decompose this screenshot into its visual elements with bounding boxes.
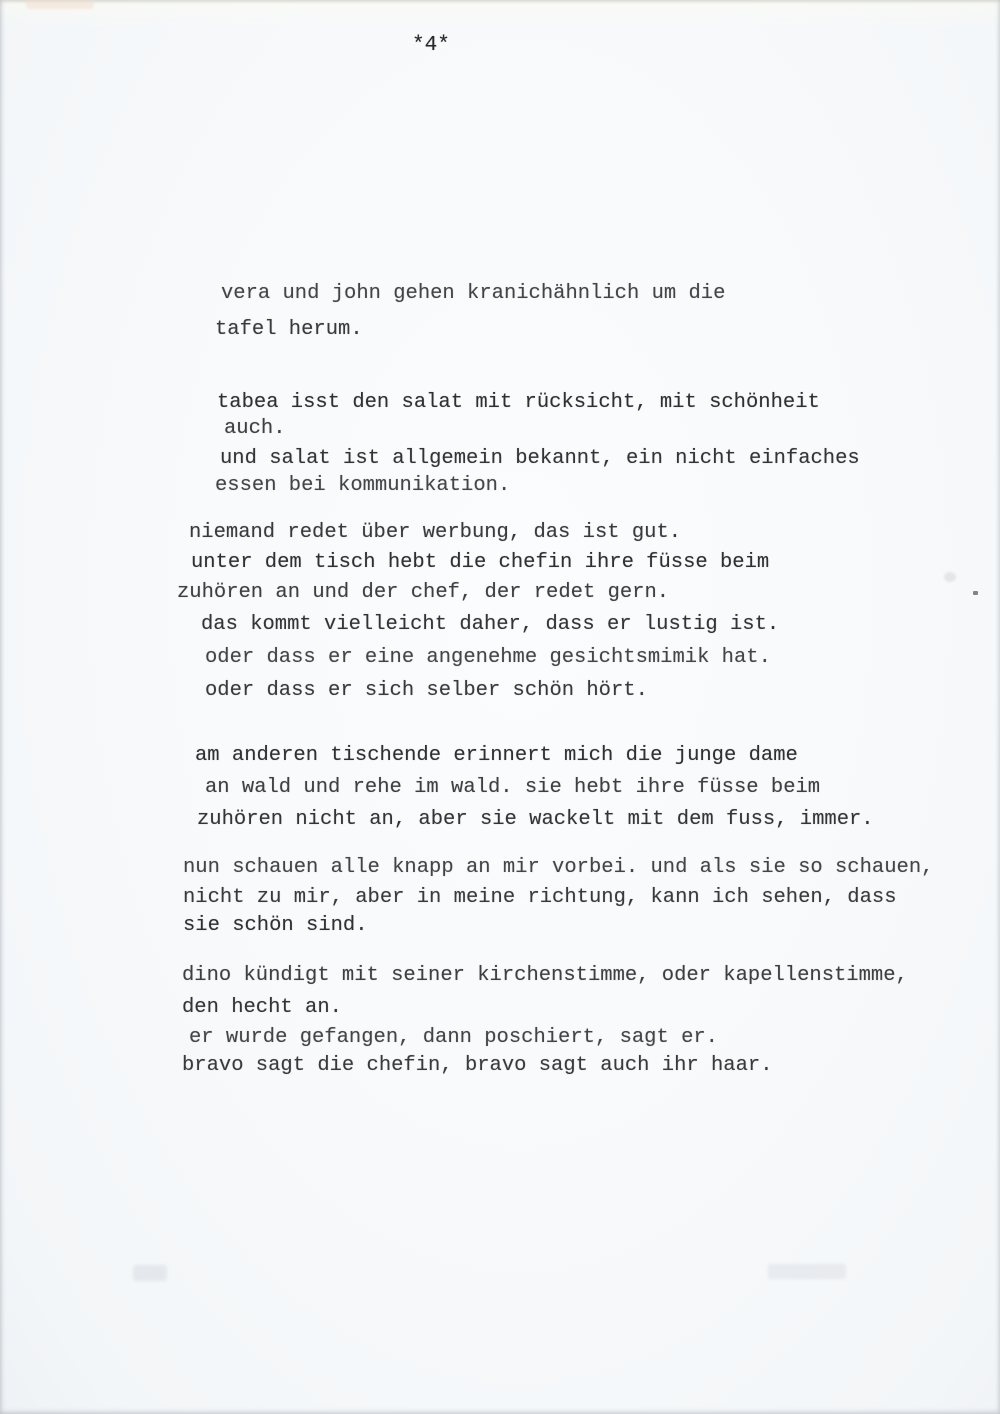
poem-line: bravo sagt die chefin, bravo sagt auch ihr haar. <box>182 1054 773 1077</box>
poem-line: nun schauen alle knapp an mir vorbei. und als sie so schauen, <box>183 856 934 879</box>
poem-line: zuhören an und der chef, der redet gern. <box>177 581 670 604</box>
scan-artifact-right-smudge <box>944 572 956 582</box>
scan-artifact-top-smudge <box>26 0 94 9</box>
poem-line: dino kündigt mit seiner kirchenstimme, oder kapellenstimme, <box>182 964 908 987</box>
poem-line: essen bei kommunikation. <box>215 474 511 497</box>
poem-line: tafel herum. <box>215 318 363 341</box>
poem-line: er wurde gefangen, dann poschiert, sagt er. <box>189 1026 718 1049</box>
poem-line: und salat ist allgemein bekannt, ein nicht einfaches <box>220 447 860 470</box>
poem-line: auch. <box>224 417 286 440</box>
poem-line: sie schön sind. <box>183 914 368 937</box>
poem-line: oder dass er eine angenehme gesichtsmimik hat. <box>205 646 771 669</box>
poem-line: den hecht an. <box>182 996 342 1019</box>
poem-line: unter dem tisch hebt die chefin ihre füsse beim <box>191 551 770 574</box>
poem-line: oder dass er sich selber schön hört. <box>205 679 648 702</box>
poem-line: an wald und rehe im wald. sie hebt ihre füsse beim <box>205 776 821 799</box>
poem-line: niemand redet über werbung, das ist gut. <box>189 521 682 544</box>
poem-line: am anderen tischende erinnert mich die junge dame <box>195 744 798 767</box>
scan-artifact-ghost-right <box>768 1264 846 1279</box>
poem-line: nicht zu mir, aber in meine richtung, kann ich sehen, dass <box>183 886 897 909</box>
page-number: *4* <box>412 34 450 57</box>
poem-line: zuhören nicht an, aber sie wackelt mit dem fuss, immer. <box>197 808 874 831</box>
scan-artifact-speck <box>973 591 978 595</box>
poem-line: tabea isst den salat mit rücksicht, mit schönheit <box>217 391 820 414</box>
scan-artifact-ghost-left <box>133 1265 167 1281</box>
poem-line: das kommt vielleicht daher, dass er lustig ist. <box>201 613 780 636</box>
poem-line: vera und john gehen kranichähnlich um die <box>221 282 726 305</box>
